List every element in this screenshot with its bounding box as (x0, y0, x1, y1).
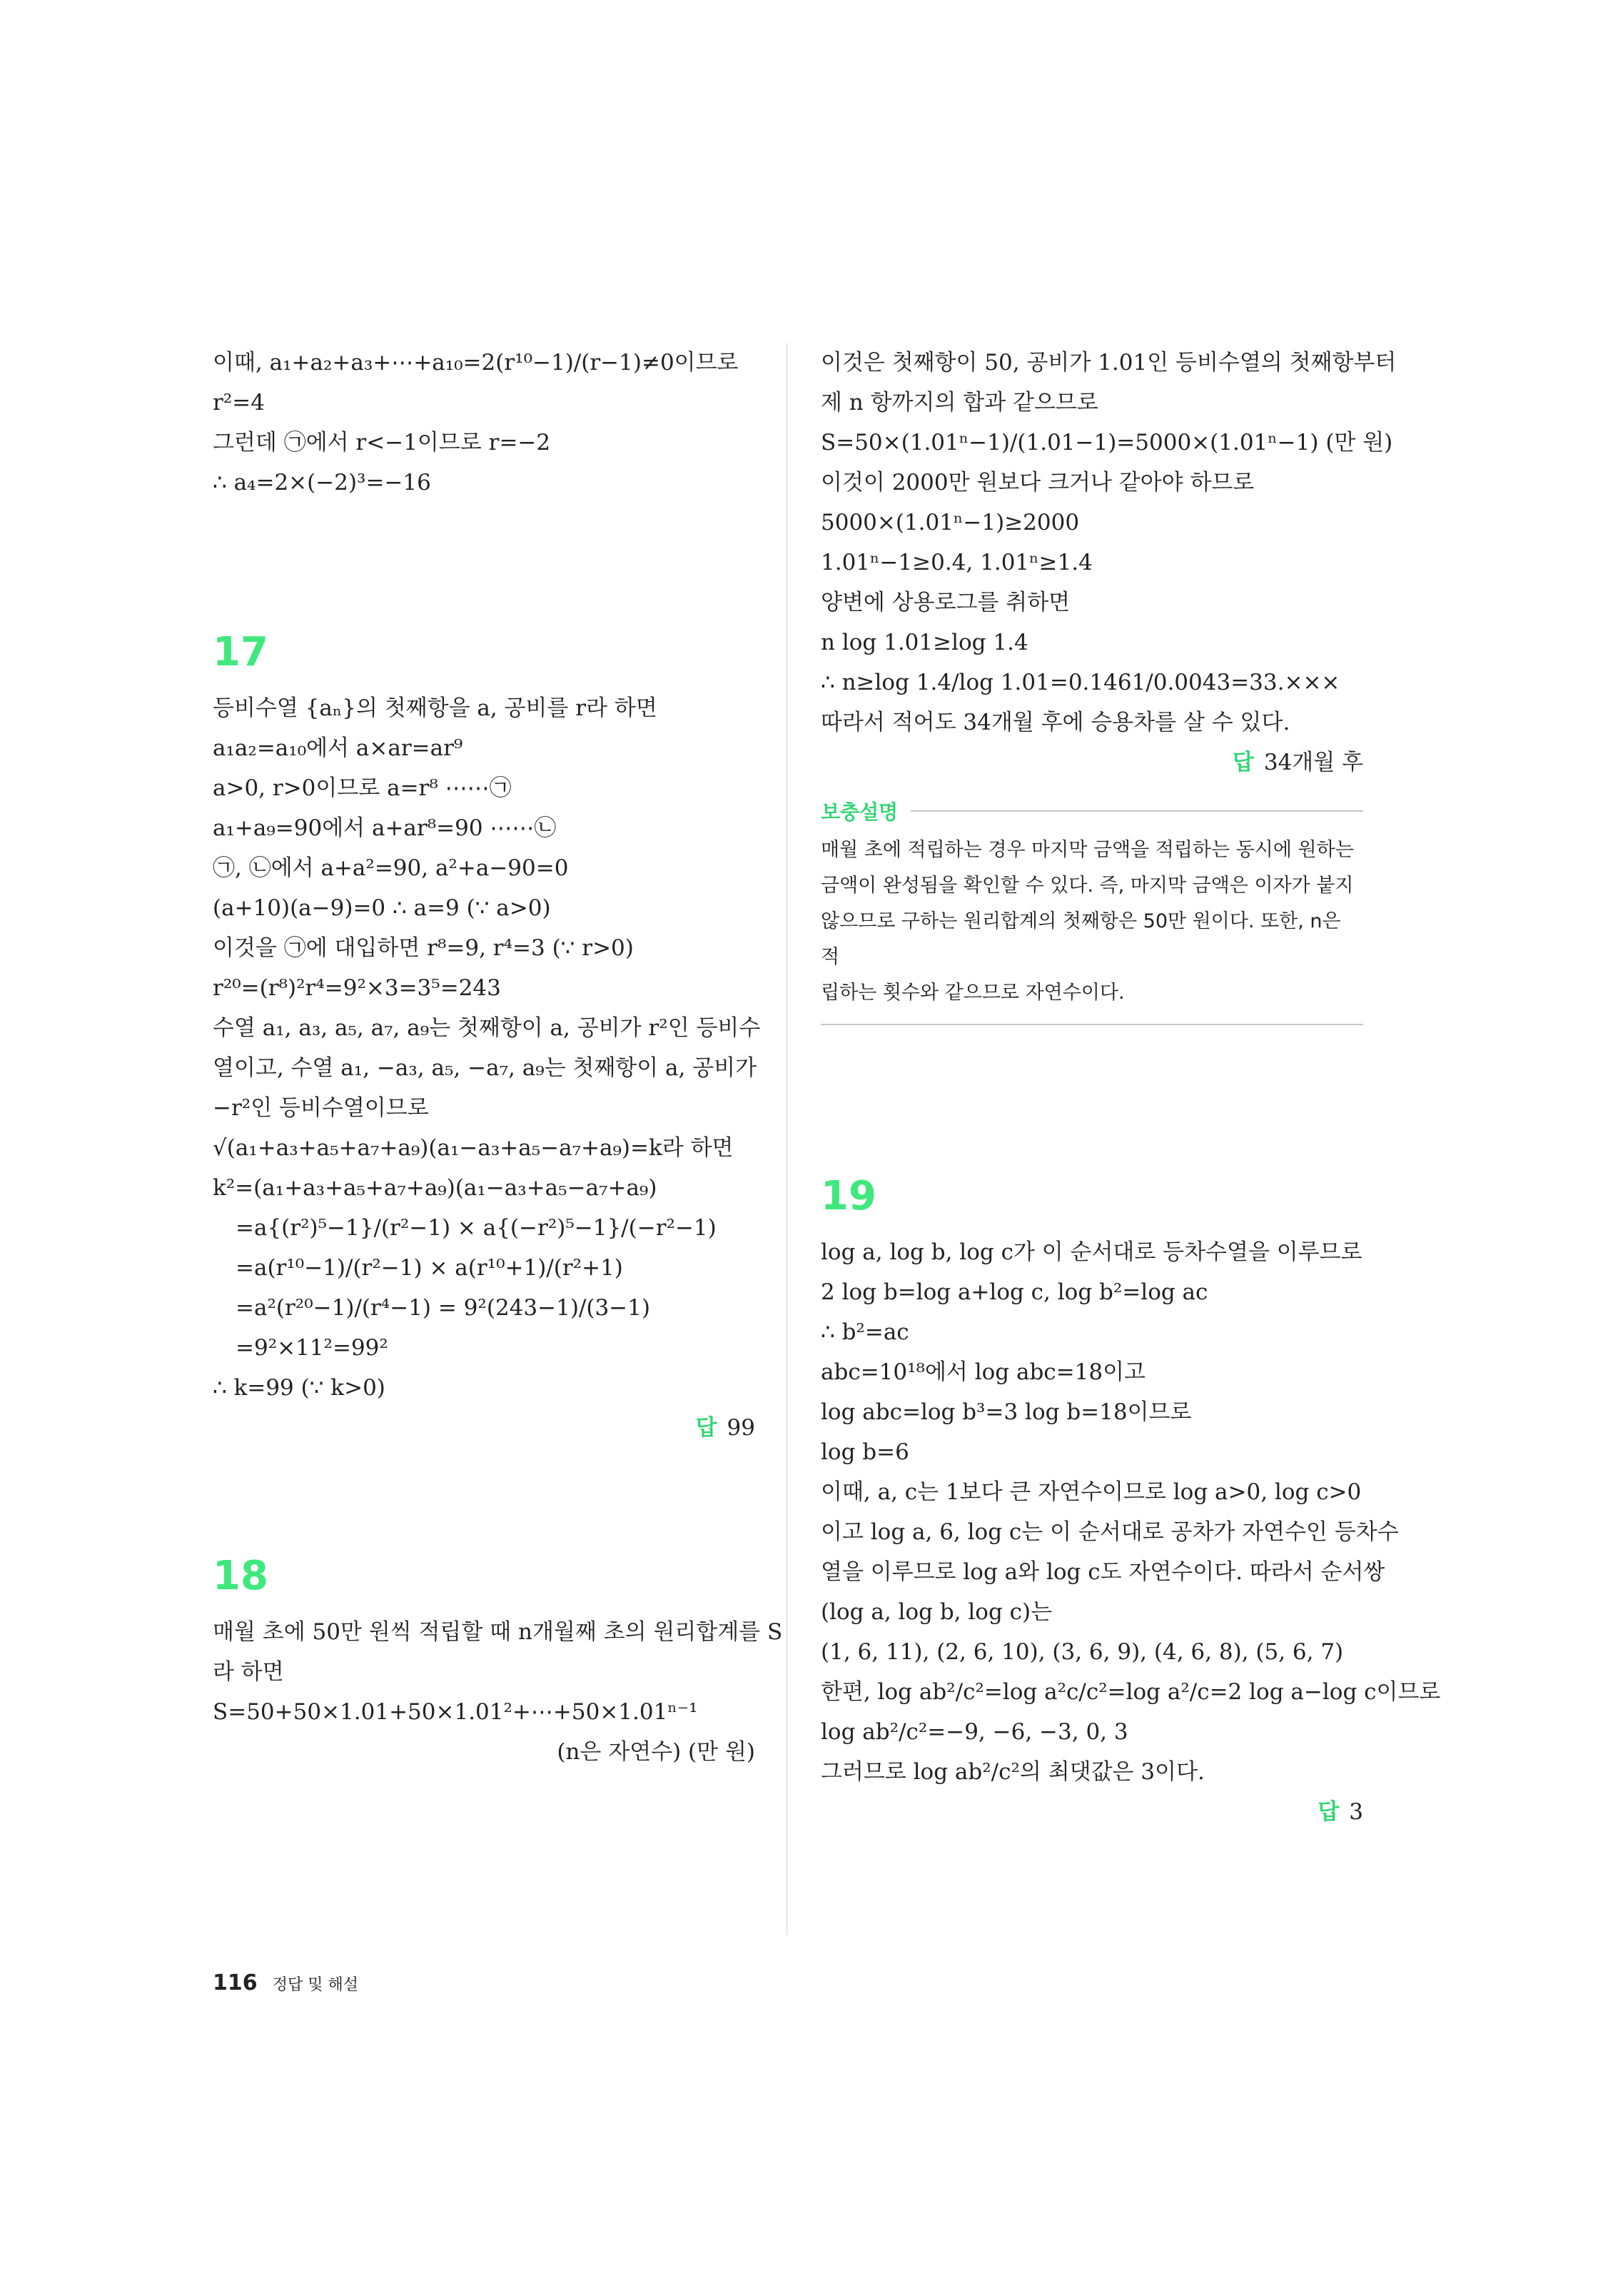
answer-label: 답 (1318, 1799, 1340, 1825)
text-line: 수열 a₁, a₃, a₅, a₇, a₉는 첫째항이 a, 공비가 r²인 등비수 (213, 1015, 761, 1041)
text-line: 이것을 ㉠에 대입하면 r⁸=9, r⁴=3 (∵ r>0) (213, 935, 634, 961)
text-line: 이것이 2000만 원보다 크거나 같아야 하므로 (821, 470, 1255, 495)
answer (821, 1792, 1363, 1832)
answer-label: 답 (695, 1415, 717, 1441)
supplement-line: 않으므로 구하는 원리합계의 첫째항은 50만 원이다. 또한, n은 적 (821, 910, 1341, 968)
equation-step: =a{(r²)⁵−1}/(r²−1) × a{(−r²)⁵−1}/(−r²−1) (236, 1215, 717, 1241)
text-line: 5000×(1.01ⁿ−1)≥2000 (821, 510, 1080, 535)
supplement-line: 립하는 횟수와 같으므로 자연수이다. (821, 982, 1125, 1004)
text-line: 1.01ⁿ−1≥0.4, 1.01ⁿ≥1.4 (821, 550, 1093, 575)
answer (821, 742, 1363, 782)
problem-19 (821, 1168, 1441, 1832)
text-line: 열이고, 수열 a₁, −a₃, a₅, −a₇, a₉는 첫째항이 a, 공비가 (213, 1055, 757, 1081)
answer-label: 답 (1232, 750, 1254, 775)
text-line: (log a, log b, log c)는 (821, 1599, 1053, 1625)
answer-value: 34개월 후 (1263, 750, 1363, 775)
right-column (821, 343, 1441, 1832)
text-line: (n은 자연수) (만 원) (557, 1739, 755, 1765)
equation-step: =9²×11²=99² (236, 1335, 388, 1361)
text-line: −r²인 등비수열이므로 (213, 1095, 429, 1121)
text-line: 이때, a₁+a₂+a₃+⋯+a₁₀=2(r¹⁰−1)/(r−1)≠0이므로 (213, 350, 739, 376)
text-line: 한편, log ab²/c²=log a²c/c²=log a²/c=2 log a−log c이므로 (821, 1679, 1441, 1705)
text-line: 등비수열 {aₙ}의 첫째항을 a, 공비를 r라 하면 (213, 695, 657, 721)
text-line: 제 n 항까지의 합과 같으므로 (821, 390, 1098, 416)
text-line: 라 하면 (213, 1659, 284, 1685)
text-line: log b=6 (821, 1439, 909, 1465)
text-line: ∴ b²=ac (821, 1319, 909, 1345)
problem-number: 18 (213, 1553, 268, 1599)
text-line: a₁+a₉=90에서 a+ar⁸=90 ⋯⋯㉡ (213, 815, 557, 841)
text-line: r²⁰=(r⁸)²r⁴=9²×3=3⁵=243 (213, 975, 501, 1001)
text-line: S=50+50×1.01+50×1.01²+⋯+50×1.01ⁿ⁻¹ (213, 1699, 698, 1725)
answer (213, 1408, 755, 1448)
text-line: 열을 이루므로 log a와 log c도 자연수이다. 따라서 순서쌍 (821, 1559, 1385, 1585)
text-line: log abc=log b³=3 log b=18이므로 (821, 1399, 1192, 1425)
text-line: 이때, a, c는 1보다 큰 자연수이므로 log a>0, log c>0 (821, 1479, 1362, 1505)
text-line: 양변에 상용로그를 취하면 (821, 590, 1071, 615)
text-line: k²=(a₁+a₃+a₅+a₇+a₉)(a₁−a₃+a₅−a₇+a₉) (213, 1175, 657, 1201)
text-line: ∴ a₄=2×(−2)³=−16 (213, 470, 431, 495)
text-line: ㉠, ㉡에서 a+a²=90, a²+a−90=0 (213, 855, 569, 881)
text-line: abc=10¹⁸에서 log abc=18이고 (821, 1359, 1146, 1385)
book-section-title: 정답 및 해설 (272, 1976, 358, 1994)
text-line: n log 1.01≥log 1.4 (821, 630, 1028, 655)
equation-step: =a(r¹⁰−1)/(r²−1) × a(r¹⁰+1)/(r²+1) (236, 1255, 623, 1281)
text-line: 매월 초에 50만 원씩 적립할 때 n개월째 초의 원리합계를 S (213, 1619, 783, 1645)
text-line: ∴ n≥log 1.4/log 1.01=0.1461/0.0043=33.××× (821, 670, 1340, 695)
text-line: log ab²/c²=−9, −6, −3, 0, 3 (821, 1719, 1128, 1745)
text-line: log a, log b, log c가 이 순서대로 등차수열을 이루므로 (821, 1239, 1362, 1265)
supplement-title: 보충설명 (821, 800, 899, 824)
text-line: r²=4 (213, 390, 265, 416)
text-line: ∴ k=99 (∵ k>0) (213, 1375, 385, 1401)
text-line: √(a₁+a₃+a₅+a₇+a₉)(a₁−a₃+a₅−a₇+a₉)=k라 하면 (213, 1135, 734, 1161)
problem-18 (213, 1548, 783, 1772)
left-column (213, 343, 783, 1772)
page-number: 116 (213, 1970, 258, 1995)
text-line: a>0, r>0이므로 a=r⁸ ⋯⋯㉠ (213, 775, 512, 801)
text-line: (a+10)(a−9)=0 ∴ a=9 (∵ a>0) (213, 895, 551, 921)
supplement-box (821, 797, 1363, 1025)
text-line: a₁a₂=a₁₀에서 a×ar=ar⁹ (213, 735, 463, 761)
problem-number: 17 (213, 629, 268, 675)
problem-number: 19 (821, 1173, 876, 1219)
text-line: 2 log b=log a+log c, log b²=log ac (821, 1279, 1208, 1305)
text-line: 이것은 첫째항이 50, 공비가 1.01인 등비수열의 첫째항부터 (821, 350, 1397, 376)
supplement-line: 매월 초에 적립하는 경우 마지막 금액을 적립하는 동시에 원하는 (821, 839, 1354, 861)
supplement-line: 금액이 완성됨을 확인할 수 있다. 즉, 마지막 금액은 이자가 붙지 (821, 875, 1354, 897)
text-line: 이고 log a, 6, log c는 이 순서대로 공차가 자연수인 등차수 (821, 1519, 1399, 1545)
text-line: 그런데 ㉠에서 r<−1이므로 r=−2 (213, 430, 551, 455)
text-line: S=50×(1.01ⁿ−1)/(1.01−1)=5000×(1.01ⁿ−1) (만 원) (821, 430, 1393, 455)
page-footer (213, 1970, 358, 1995)
text-line: (1, 6, 11), (2, 6, 10), (3, 6, 9), (4, 6, 8), (5, 6, 7) (821, 1639, 1344, 1665)
problem-17 (213, 624, 761, 1448)
text-line: 그러므로 log ab²/c²의 최댓값은 3이다. (821, 1759, 1205, 1785)
text-line: 따라서 적어도 34개월 후에 승용차를 살 수 있다. (821, 710, 1290, 735)
answer-value: 3 (1349, 1799, 1363, 1825)
supplement-rule (911, 810, 1363, 812)
equation-step: =a²(r²⁰−1)/(r⁴−1) = 9²(243−1)/(3−1) (236, 1295, 650, 1321)
answer-value: 99 (727, 1415, 755, 1441)
